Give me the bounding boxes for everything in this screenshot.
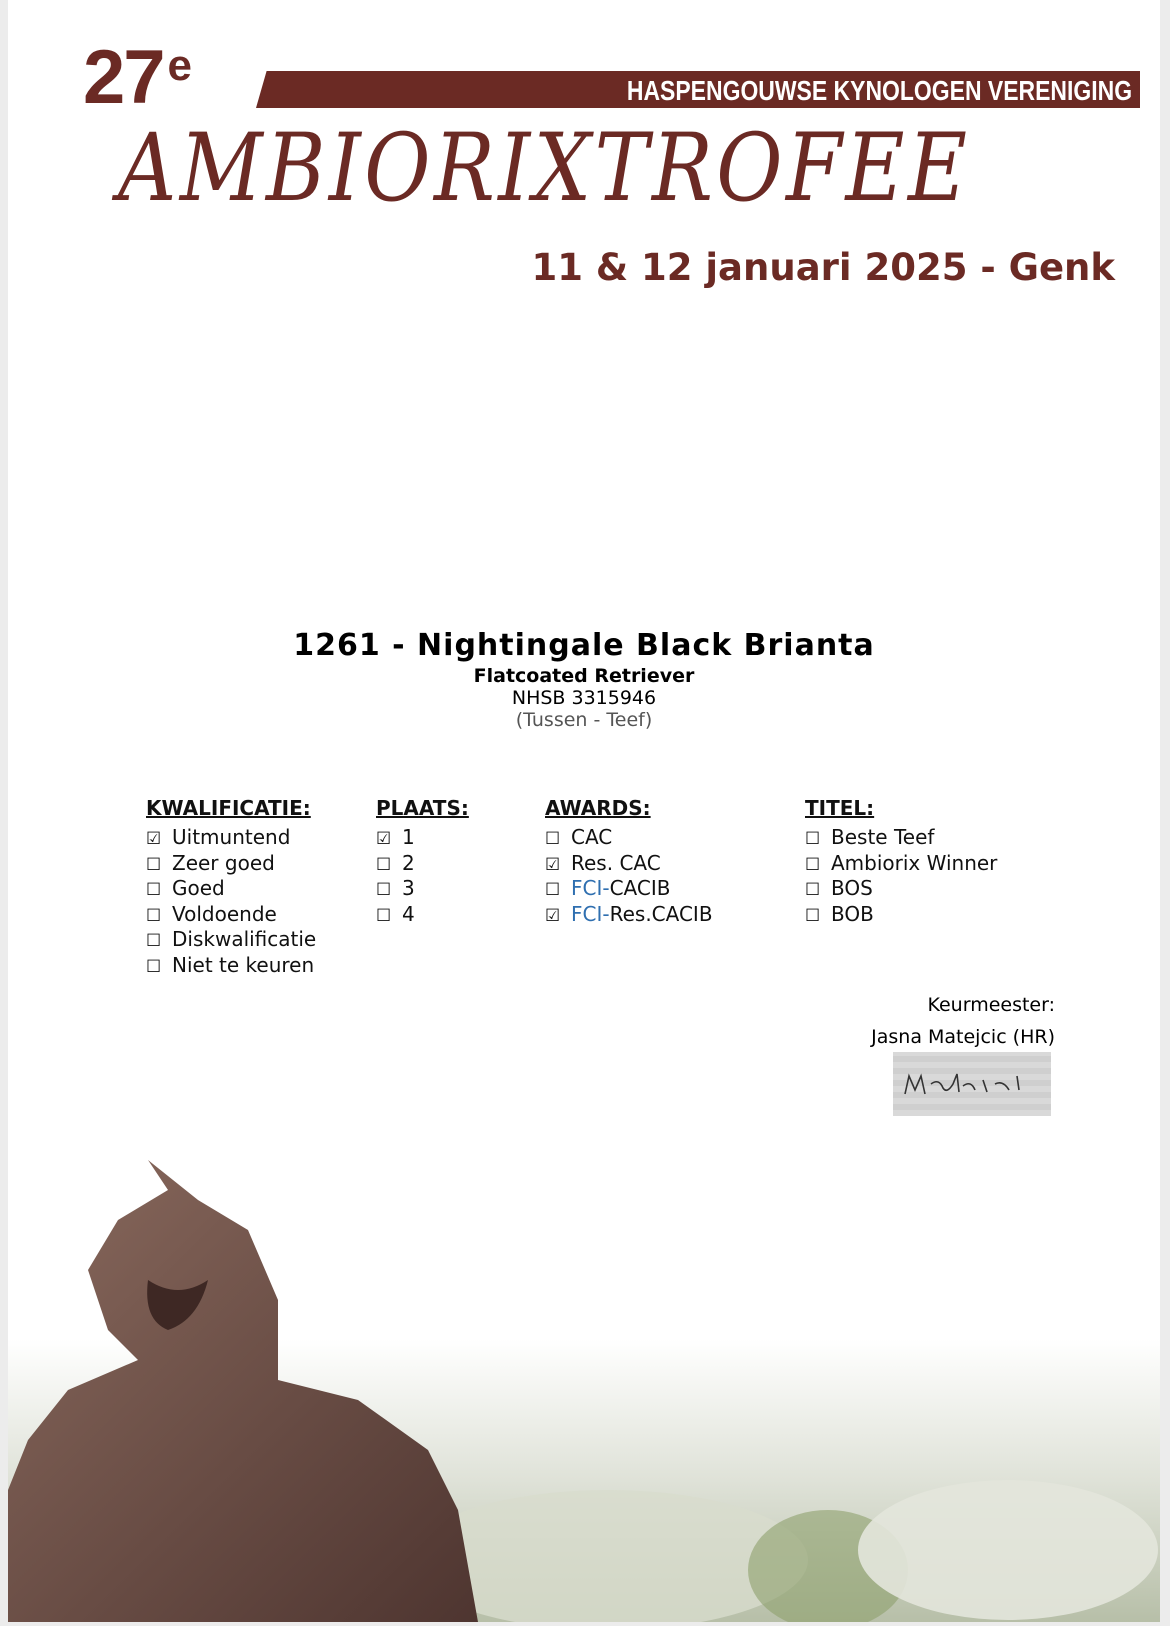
option-label: Res. CAC <box>571 850 661 875</box>
kwalificatie-option <box>146 852 316 878</box>
titel-option <box>805 826 997 852</box>
option-label: Goed <box>172 876 225 900</box>
option-label: Zeer goed <box>172 850 275 875</box>
awards-heading: AWARDS: <box>545 796 651 820</box>
option-label: Diskwalificatie <box>172 927 317 951</box>
empty-checkbox-icon: ☐ <box>805 880 821 900</box>
awards-option <box>545 852 713 878</box>
plaats-section <box>376 796 469 928</box>
organization-name: HASPENGOUWSE KYNOLOGEN VERENIGING <box>626 75 1132 106</box>
plaats-heading: PLAATS: <box>376 796 469 820</box>
plaats-option <box>376 903 469 929</box>
empty-checkbox-icon: ☐ <box>545 880 561 900</box>
dog-class: (Tussen - Teef) <box>515 709 653 731</box>
kwalificatie-option <box>146 877 316 903</box>
event-date-location: 11 & 12 januari 2025 - Genk <box>531 246 1115 289</box>
option-label: Uitmuntend <box>172 825 291 849</box>
option-label: BOS <box>831 876 873 900</box>
fci-prefix: FCI- <box>571 876 610 900</box>
empty-checkbox-icon: ☐ <box>376 880 392 900</box>
dog-breed: Flatcoated Retriever <box>473 665 695 687</box>
empty-checkbox-icon: ☐ <box>376 854 392 875</box>
option-label: Res.CACIB <box>609 901 713 926</box>
option-label: 1 <box>402 825 415 849</box>
empty-checkbox-icon: ☐ <box>545 829 561 849</box>
edition-suffix: e <box>167 41 191 90</box>
titel-heading: TITEL: <box>805 796 875 820</box>
checked-box-icon: ☑ <box>376 829 392 849</box>
kwalificatie-option <box>146 928 316 954</box>
plaats-option <box>376 877 469 903</box>
empty-checkbox-icon: ☐ <box>376 905 392 926</box>
fci-prefix: FCI- <box>571 901 610 926</box>
kwalificatie-section <box>146 796 316 979</box>
judge-name: Jasna Matejcic (HR) <box>871 1026 1055 1048</box>
empty-checkbox-icon: ☐ <box>805 905 821 926</box>
option-label: BOB <box>831 901 874 926</box>
checked-box-icon: ☑ <box>146 829 162 849</box>
option-label: Niet te keuren <box>172 952 315 977</box>
kwalificatie-option <box>146 826 316 852</box>
kwalificatie-option <box>146 903 316 929</box>
dog-info <box>8 628 1160 731</box>
plaats-option <box>376 826 469 852</box>
dog-registration: NHSB 3315946 <box>511 687 657 709</box>
empty-checkbox-icon: ☐ <box>146 931 162 951</box>
plaats-option <box>376 852 469 878</box>
judge-label: Keurmeester: <box>927 994 1055 1016</box>
option-label: Beste Teef <box>831 825 935 849</box>
dog-name: 1261 - Nightingale Black Brianta <box>293 628 875 663</box>
empty-checkbox-icon: ☐ <box>805 854 821 875</box>
event-title: AMBIORIXTROFEE <box>118 114 971 223</box>
option-label: 4 <box>402 901 415 926</box>
empty-checkbox-icon: ☐ <box>146 905 162 926</box>
awards-option <box>545 877 713 903</box>
edition-number-value: 27 <box>83 35 164 120</box>
titel-option <box>805 903 997 929</box>
document-page <box>8 0 1160 1622</box>
empty-checkbox-icon: ☐ <box>146 880 162 900</box>
checked-box-icon: ☑ <box>545 854 561 875</box>
awards-section <box>545 796 713 928</box>
titel-section <box>805 796 997 928</box>
option-label: Ambiorix Winner <box>831 850 998 875</box>
kwalificatie-option <box>146 954 316 980</box>
awards-option <box>545 826 713 852</box>
edition-number <box>83 35 191 120</box>
empty-checkbox-icon: ☐ <box>146 956 162 977</box>
titel-option <box>805 877 997 903</box>
option-label: CAC <box>571 825 613 849</box>
ambiorix-statue-landscape-image <box>8 1150 1160 1622</box>
checked-box-icon: ☑ <box>545 905 561 926</box>
option-label: 3 <box>402 876 415 900</box>
option-label: CACIB <box>609 876 671 900</box>
awards-option <box>545 903 713 929</box>
signature-scribble <box>899 1070 1039 1100</box>
titel-option <box>805 852 997 878</box>
empty-checkbox-icon: ☐ <box>805 829 821 849</box>
empty-checkbox-icon: ☐ <box>146 854 162 875</box>
option-label: Voldoende <box>172 901 277 926</box>
judge-signature <box>893 1052 1051 1116</box>
kwalificatie-heading: KWALIFICATIE: <box>146 796 311 820</box>
option-label: 2 <box>402 850 415 875</box>
